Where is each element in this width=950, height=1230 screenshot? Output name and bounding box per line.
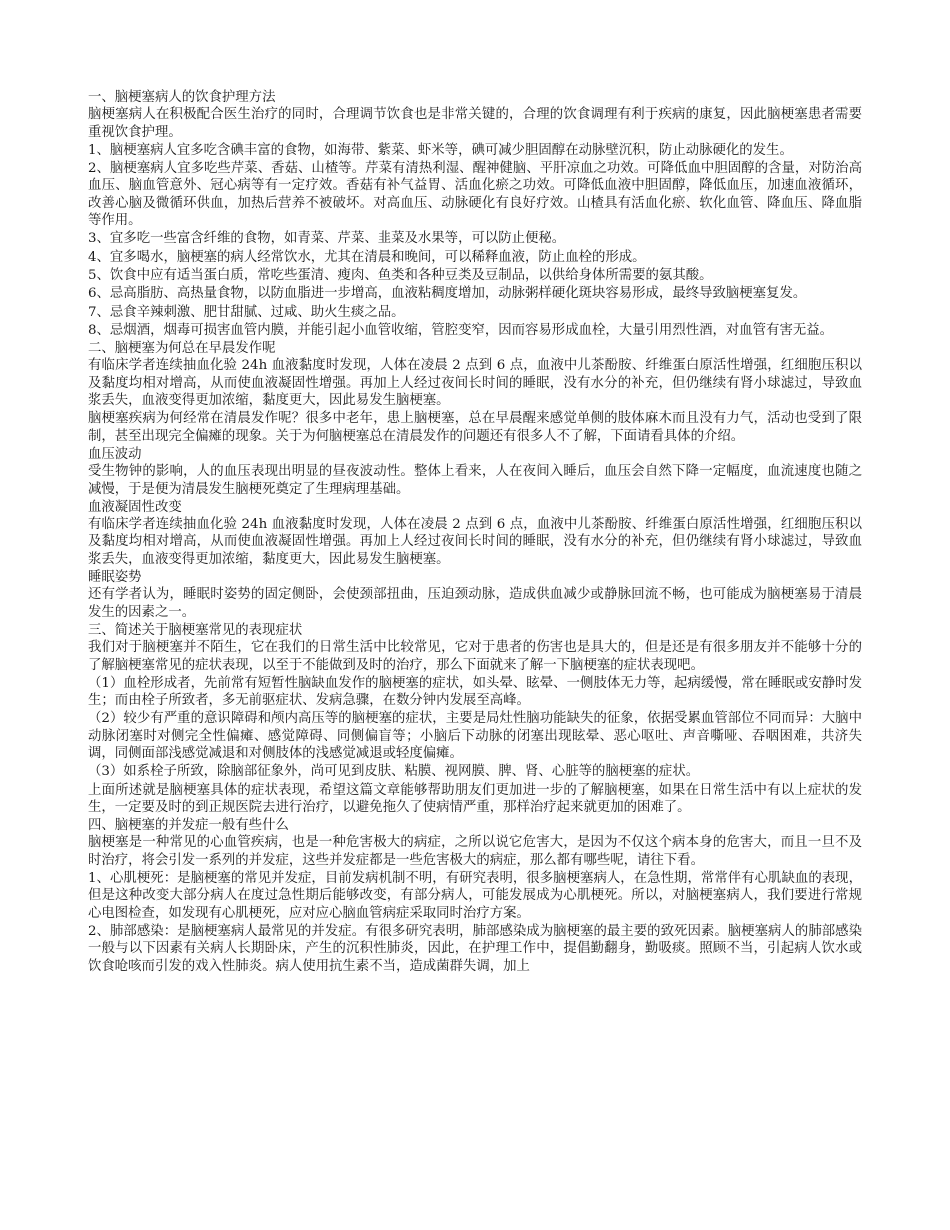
section-heading: 血液凝固性改变 xyxy=(88,499,182,515)
section-heading: 四、脑梗塞的并发症一般有些什么 xyxy=(88,818,289,834)
paragraph: （3）如系栓子所致，除脑部征象外，尚可见到皮肤、粘膜、视网膜、脾、肾、心脏等的脑梗塞的症状。 xyxy=(88,764,700,780)
paragraph: 有临床学者连续抽血化验 24h 血液黏度时发现，人体在凌晨 2 点到 6 点，血液中儿茶酚胺、纤维蛋白原活性增强，红细胞压积以及黏度均相对增高，从而使血液凝固性增强。再加上人经过夜间长时间的睡眠，没有水分的补充，但仍继续有肾小球滤过，导致血浆丢失，血液变得更加浓缩，黏度更大，因此易发生脑梗塞。 xyxy=(88,517,862,567)
section-heading: 一、脑梗塞病人的饮食护理方法 xyxy=(88,90,276,105)
paragraph: 我们对于脑梗塞并不陌生，它在我们的日常生活中比较常见，它对于患者的伤害也是具大的，但是还是有很多朋友并不能够十分的了解脑梗塞常见的症状表现，以至于不能做到及时的治疗，那么下面就来了解一下脑梗塞的症状表现吧。 xyxy=(88,640,862,673)
paragraph: 受生物钟的影响，人的血压表现出明显的昼夜波动性。整体上看来，人在夜间入睡后，血压会自然下降一定幅度，血流速度也随之减慢，于是便为清晨发生脑梗死奠定了生理病理基础。 xyxy=(88,464,862,497)
paragraph: 还有学者认为，睡眠时姿势的固定侧卧，会使颈部扭曲，压迫颈动脉，造成供血减少或静脉回流不畅，也可能成为脑梗塞易于清晨发生的因素之一。 xyxy=(88,587,862,620)
section-heading: 三、简述关于脑梗塞常见的表现症状 xyxy=(88,622,303,638)
paragraph: 2、肺部感染：是脑梗塞病人最常见的并发症。有很多研究表明，肺部感染成为脑梗塞的最主要的致死因素。脑梗塞病人的肺部感染一般与以下因素有关病人长期卧床，产生的沉积性肺炎，因此，在护理工作中，提倡勤翻身，勤吸痰。照顾不当，引起病人饮水或饮食呛咳而引发的戏入性肺炎。病人使用抗生素不当，造成菌群失调，加上 xyxy=(88,923,862,974)
paragraph: 有临床学者连续抽血化验 24h 血液黏度时发现，人体在凌晨 2 点到 6 点，血液中儿茶酚胺、纤维蛋白原活性增强，红细胞压积以及黏度均相对增高，从而使血液凝固性增强。再加上人经过夜间长时间的睡眠，没有水分的补充，但仍继续有肾小球滤过，导致血浆丢失，血液变得更加浓缩，黏度更大，因此易发生脑梗塞。 xyxy=(88,358,862,409)
section-heading: 睡眠姿势 xyxy=(88,570,142,586)
paragraph: 5、饮食中应有适当蛋白质，常吃些蛋清、瘦肉、鱼类和各种豆类及豆制品，以供给身体所需要的氨其酸。 xyxy=(88,267,713,283)
paragraph: 4、宜多喝水，脑梗塞的病人经常饮水，尤其在清晨和晚间，可以稀释血液，防止血栓的形成。 xyxy=(88,249,646,265)
paragraph: 脑梗塞是一种常见的心血管疾病，也是一种危害极大的病症，之所以说它危害大，是因为不仅这个病本身的危害大，而且一旦不及时治疗，将会引发一系列的并发症，这些并发症都是一些危害极大的病症，那么都有哪些呢，请往下看。 xyxy=(88,835,862,868)
section-heading: 血压波动 xyxy=(88,446,142,462)
paragraph: 1、脑梗塞病人宜多吃含碘丰富的食物，如海带、紫菜、虾米等，碘可减少胆固醇在动脉壁沉积，防止动脉硬化的发生。 xyxy=(88,142,793,158)
paragraph: 脑梗塞病人在积极配合医生治疗的同时，合理调节饮食也是非常关键的，合理的饮食调理有利于疾病的康复，因此脑梗塞患者需要重视饮食护理。 xyxy=(88,107,862,140)
document-body xyxy=(88,89,862,976)
paragraph: 8、忌烟酒，烟毒可损害血管内膜，并能引起小血管收缩，管腔变窄，因而容易形成血栓，大量引用烈性酒，对血管有害无益。 xyxy=(88,322,833,338)
paragraph: 6、忌高脂肪、高热量食物，以防血脂进一步增高，血液粘稠度增加，动脉粥样硬化斑块容易形成，最终导致脑梗塞复发。 xyxy=(88,286,807,302)
paragraph: （2）较少有严重的意识障碍和颅内高压等的脑梗塞的症状，主要是局灶性脑功能缺失的征象，依据受累血管部位不同而异：大脑中动脉闭塞时对侧完全性偏瘫、感觉障碍、同侧偏盲等；小脑后下动脉的闭塞出现眩晕、恶心呕吐、声音嘶哑、吞咽困难，共济失调，同侧面部浅感觉减退和对侧肢体的浅感觉减退或轻度偏瘫。 xyxy=(88,711,862,761)
paragraph: 脑梗塞疾病为何经常在清晨发作呢？很多中老年，患上脑梗塞，总在早晨醒来感觉单侧的肢体麻木而且没有力气，活动也受到了限制，甚至出现完全偏瘫的现象。关于为何脑梗塞总在清晨发作的问题还有很多人不了解，下面请看具体的介绍。 xyxy=(88,411,862,444)
paragraph: 7、忌食辛辣刺激、肥甘甜腻、过咸、助火生痰之品。 xyxy=(88,304,405,320)
paragraph: （1）血栓形成者，先前常有短暂性脑缺血发作的脑梗塞的症状，如头晕、眩晕、一侧肢体无力等，起病缓慢，常在睡眠或安静时发生；而由栓子所致者，多无前驱症状、发病急骤，在数分钟内发展至高峰。 xyxy=(88,675,862,709)
paragraph: 3、宜多吃一些富含纤维的食物，如青菜、芹菜、韭菜及水果等，可以防止便秘。 xyxy=(88,231,566,247)
section-heading: 二、脑梗塞为何总在早晨发作呢 xyxy=(88,341,276,357)
paragraph: 2、脑梗塞病人宜多吃些芹菜、香菇、山楂等。芹菜有清热利湿、醒神健脑、平肝凉血之功效。可降低血中胆固醇的含量，对防治高血压、脑血管意外、冠心病等有一定疗效。香菇有补气益胃、活血化瘀之功效。可降低血液中胆固醇，降低血压，加速血液循环，改善心脑及微循环供血，加热后营养不被破坏。对高血压、动脉硬化有良好疗效。山楂具有活血化瘀、软化血管、降血压、降血脂等作用。 xyxy=(88,161,862,229)
paragraph: 上面所述就是脑梗塞具体的症状表现，希望这篇文章能够帮助朋友们更加进一步的了解脑梗塞，如果在日常生活中有以上症状的发生，一定要及时的到正规医院去进行治疗，以避免拖久了使病情严重，那样治疗起来就更加的困难了。 xyxy=(88,782,862,815)
paragraph: 1、心肌梗死：是脑梗塞的常见并发症，目前发病机制不明，有研究表明，很多脑梗塞病人，在急性期，常常伴有心肌缺血的表现，但是这种改变大部分病人在度过急性期后能够改变，有部分病人，可能发展成为心肌梗死。所以，对脑梗塞病人，我们要进行常规心电图检查，如发现有心肌梗死，应对应心脑血管病症采取同时治疗方案。 xyxy=(88,871,862,921)
